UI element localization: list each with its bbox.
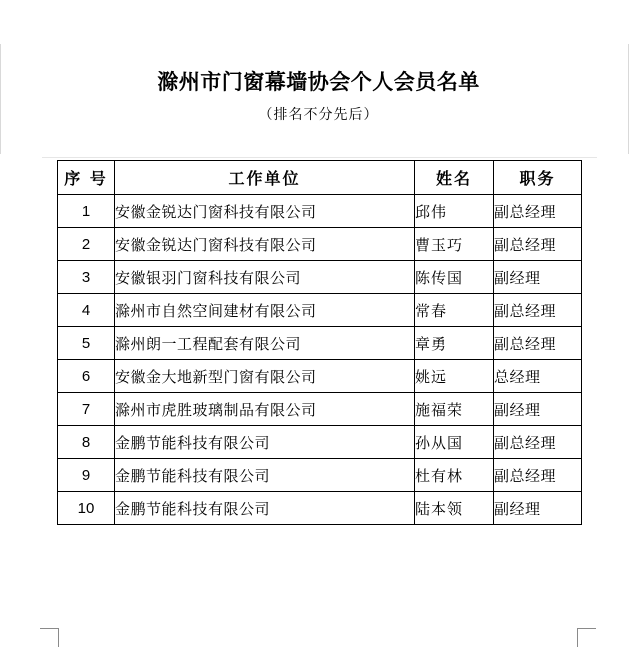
table-row xyxy=(58,459,582,492)
table-row xyxy=(58,294,582,327)
cell-position: 副总经理 xyxy=(494,195,582,228)
cell-position: 副总经理 xyxy=(494,426,582,459)
member-table xyxy=(57,160,582,525)
cell-no: 2 xyxy=(58,228,115,261)
cell-unit: 滁州市自然空间建材有限公司 xyxy=(115,294,415,327)
table-row xyxy=(58,327,582,360)
cell-no: 1 xyxy=(58,195,115,228)
cell-unit: 安徽金锐达门窗科技有限公司 xyxy=(115,228,415,261)
cell-unit: 金鹏节能科技有限公司 xyxy=(115,459,415,492)
table-row xyxy=(58,195,582,228)
table-row xyxy=(58,426,582,459)
cell-name: 邱伟 xyxy=(415,195,494,228)
table-row xyxy=(58,261,582,294)
page-corner-mark-left xyxy=(40,628,59,647)
cell-position: 副经理 xyxy=(494,393,582,426)
table-row xyxy=(58,228,582,261)
cell-unit: 安徽银羽门窗科技有限公司 xyxy=(115,261,415,294)
page-edge-left xyxy=(0,44,1,154)
cell-position: 副经理 xyxy=(494,492,582,525)
cell-no: 10 xyxy=(58,492,115,525)
header-position: 职务 xyxy=(494,161,582,195)
cell-no: 8 xyxy=(58,426,115,459)
cell-no: 5 xyxy=(58,327,115,360)
cell-name: 陈传国 xyxy=(415,261,494,294)
cell-name: 孙从国 xyxy=(415,426,494,459)
cell-no: 3 xyxy=(58,261,115,294)
cell-position: 副总经理 xyxy=(494,327,582,360)
page-edge-right xyxy=(628,44,629,154)
cell-name: 姚远 xyxy=(415,360,494,393)
cell-name: 曹玉巧 xyxy=(415,228,494,261)
cell-position: 副总经理 xyxy=(494,459,582,492)
page-break-line xyxy=(42,157,597,158)
cell-name: 杜有林 xyxy=(415,459,494,492)
header-no: 序 号 xyxy=(58,161,115,195)
cell-name: 陆本领 xyxy=(415,492,494,525)
cell-name: 常春 xyxy=(415,294,494,327)
table-row xyxy=(58,393,582,426)
header-name: 姓名 xyxy=(415,161,494,195)
cell-unit: 滁州朗一工程配套有限公司 xyxy=(115,327,415,360)
cell-name: 施福荣 xyxy=(415,393,494,426)
cell-no: 7 xyxy=(58,393,115,426)
page-corner-mark-right xyxy=(577,628,596,647)
cell-no: 6 xyxy=(58,360,115,393)
cell-unit: 滁州市虎胜玻璃制品有限公司 xyxy=(115,393,415,426)
table-header-row xyxy=(58,161,582,195)
cell-unit: 金鹏节能科技有限公司 xyxy=(115,492,415,525)
cell-position: 副经理 xyxy=(494,261,582,294)
document-subtitle: （排名不分先后） xyxy=(258,107,379,123)
header-unit: 工作单位 xyxy=(115,161,415,195)
table-row xyxy=(58,360,582,393)
document-title: 滁州市门窗幕墙协会个人会员名单 xyxy=(157,70,480,94)
cell-unit: 金鹏节能科技有限公司 xyxy=(115,426,415,459)
cell-position: 总经理 xyxy=(494,360,582,393)
cell-position: 副总经理 xyxy=(494,294,582,327)
cell-position: 副总经理 xyxy=(494,228,582,261)
cell-no: 4 xyxy=(58,294,115,327)
table-row xyxy=(58,492,582,525)
cell-unit: 安徽金锐达门窗科技有限公司 xyxy=(115,195,415,228)
cell-name: 章勇 xyxy=(415,327,494,360)
cell-unit: 安徽金大地新型门窗有限公司 xyxy=(115,360,415,393)
cell-no: 9 xyxy=(58,459,115,492)
